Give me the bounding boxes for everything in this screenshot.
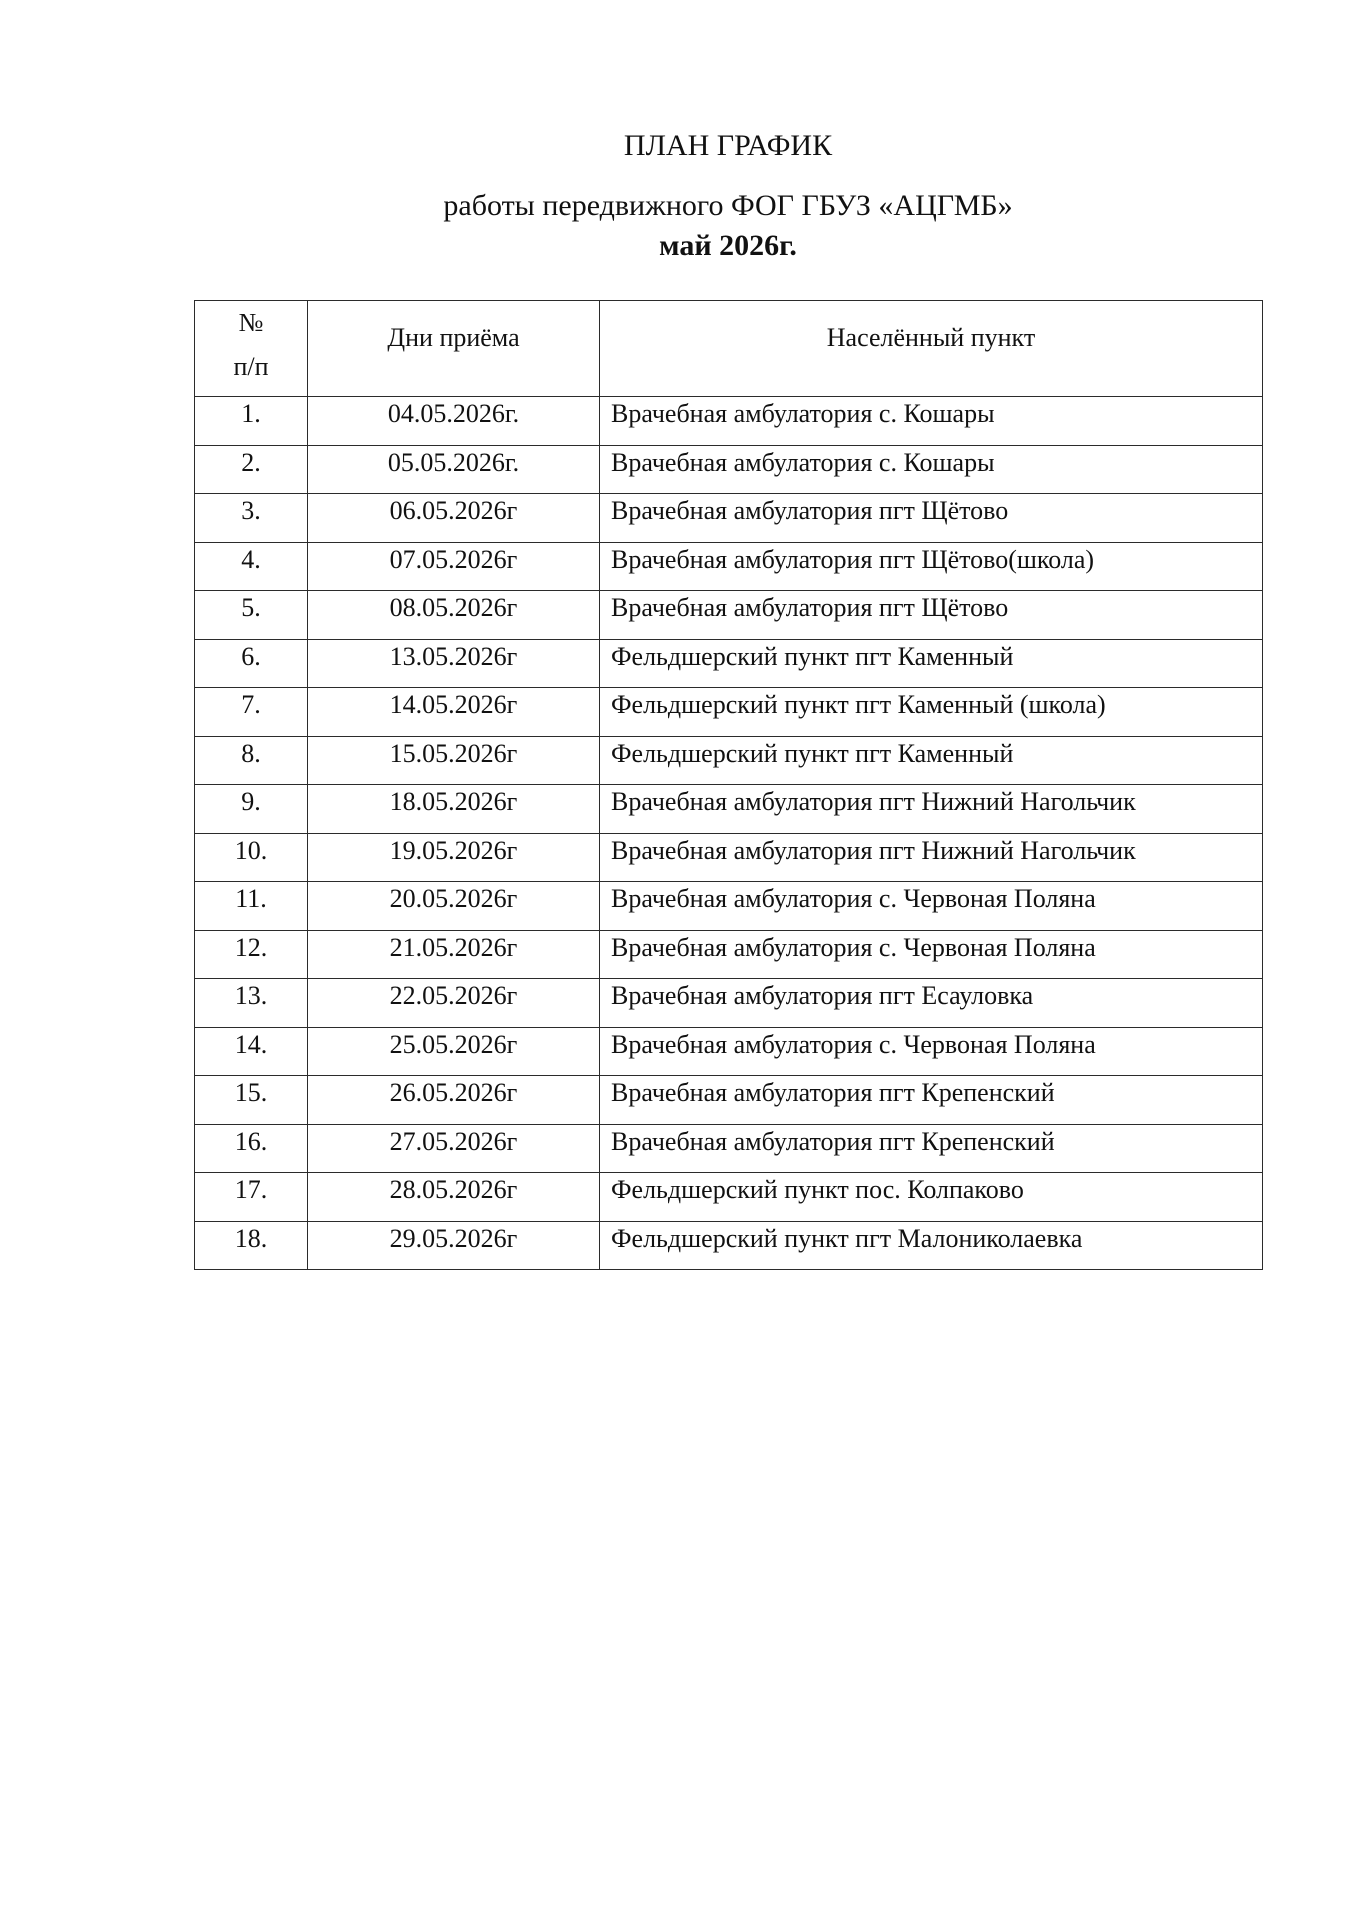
schedule-table	[194, 300, 1263, 1270]
row-date: 27.05.2026г	[308, 1124, 600, 1173]
table-row	[195, 591, 1263, 640]
table-row	[195, 639, 1263, 688]
table-row	[195, 688, 1263, 737]
row-place: Фельдшерский пункт пос. Колпаково	[600, 1173, 1263, 1222]
row-place: Врачебная амбулатория пгт Щётово(школа)	[600, 542, 1263, 591]
table-row	[195, 1221, 1263, 1270]
row-number: 13.	[195, 979, 308, 1028]
row-date: 19.05.2026г	[308, 833, 600, 882]
row-number: 2.	[195, 445, 308, 494]
table-row	[195, 1173, 1263, 1222]
row-number: 16.	[195, 1124, 308, 1173]
row-date: 14.05.2026г	[308, 688, 600, 737]
row-date: 04.05.2026г.	[308, 397, 600, 446]
table-body	[195, 397, 1263, 1270]
row-number: 10.	[195, 833, 308, 882]
row-date: 15.05.2026г	[308, 736, 600, 785]
column-header-number	[195, 301, 308, 397]
row-date: 28.05.2026г	[308, 1173, 600, 1222]
row-number: 3.	[195, 494, 308, 543]
table-row	[195, 542, 1263, 591]
row-place: Врачебная амбулатория пгт Есауловка	[600, 979, 1263, 1028]
row-number: 17.	[195, 1173, 308, 1222]
row-number: 5.	[195, 591, 308, 640]
row-date: 05.05.2026г.	[308, 445, 600, 494]
row-number: 4.	[195, 542, 308, 591]
row-date: 20.05.2026г	[308, 882, 600, 931]
row-number: 11.	[195, 882, 308, 931]
row-number: 8.	[195, 736, 308, 785]
row-place: Врачебная амбулатория с. Червоная Поляна	[600, 930, 1263, 979]
table-row	[195, 882, 1263, 931]
document-period: май 2026г.	[659, 229, 797, 262]
table-row	[195, 785, 1263, 834]
row-place: Врачебная амбулатория с. Кошары	[600, 445, 1263, 494]
row-date: 22.05.2026г	[308, 979, 600, 1028]
document-title: ПЛАН ГРАФИК	[623, 129, 833, 162]
row-date: 25.05.2026г	[308, 1027, 600, 1076]
row-place: Врачебная амбулатория пгт Щётово	[600, 591, 1263, 640]
row-date: 29.05.2026г	[308, 1221, 600, 1270]
table-row	[195, 833, 1263, 882]
row-number: 18.	[195, 1221, 308, 1270]
row-number: 1.	[195, 397, 308, 446]
row-place: Фельдшерский пункт пгт Каменный (школа)	[600, 688, 1263, 737]
row-date: 06.05.2026г	[308, 494, 600, 543]
table-row	[195, 930, 1263, 979]
table-row	[195, 979, 1263, 1028]
row-number: 6.	[195, 639, 308, 688]
column-header-number-abbr: п/п	[233, 352, 269, 381]
row-date: 21.05.2026г	[308, 930, 600, 979]
row-place: Врачебная амбулатория пгт Нижний Нагольчик	[600, 833, 1263, 882]
row-number: 7.	[195, 688, 308, 737]
table-row	[195, 1124, 1263, 1173]
column-header-number-symbol: №	[238, 308, 264, 337]
row-place: Врачебная амбулатория с. Червоная Поляна	[600, 1027, 1263, 1076]
row-place: Врачебная амбулатория пгт Крепенский	[600, 1076, 1263, 1125]
row-place: Врачебная амбулатория пгт Щётово	[600, 494, 1263, 543]
table-row	[195, 494, 1263, 543]
table-row	[195, 445, 1263, 494]
row-number: 12.	[195, 930, 308, 979]
table-row	[195, 1027, 1263, 1076]
row-date: 18.05.2026г	[308, 785, 600, 834]
row-number: 14.	[195, 1027, 308, 1076]
column-header-place: Населённый пункт	[600, 301, 1263, 397]
row-date: 13.05.2026г	[308, 639, 600, 688]
row-place: Фельдшерский пункт пгт Каменный	[600, 639, 1263, 688]
row-place: Врачебная амбулатория с. Червоная Поляна	[600, 882, 1263, 931]
row-number: 15.	[195, 1076, 308, 1125]
row-place: Фельдшерский пункт пгт Каменный	[600, 736, 1263, 785]
row-date: 07.05.2026г	[308, 542, 600, 591]
row-date: 26.05.2026г	[308, 1076, 600, 1125]
table-row	[195, 397, 1263, 446]
row-number: 9.	[195, 785, 308, 834]
document-subtitle: работы передвижного ФОГ ГБУЗ «АЦГМБ»	[443, 189, 1013, 222]
column-header-date: Дни приёма	[308, 301, 600, 397]
row-place: Врачебная амбулатория пгт Нижний Нагольчик	[600, 785, 1263, 834]
row-place: Врачебная амбулатория с. Кошары	[600, 397, 1263, 446]
table-row	[195, 736, 1263, 785]
table-row	[195, 1076, 1263, 1125]
row-date: 08.05.2026г	[308, 591, 600, 640]
table-header-row	[195, 301, 1263, 397]
row-place: Фельдшерский пункт пгт Малониколаевка	[600, 1221, 1263, 1270]
row-place: Врачебная амбулатория пгт Крепенский	[600, 1124, 1263, 1173]
